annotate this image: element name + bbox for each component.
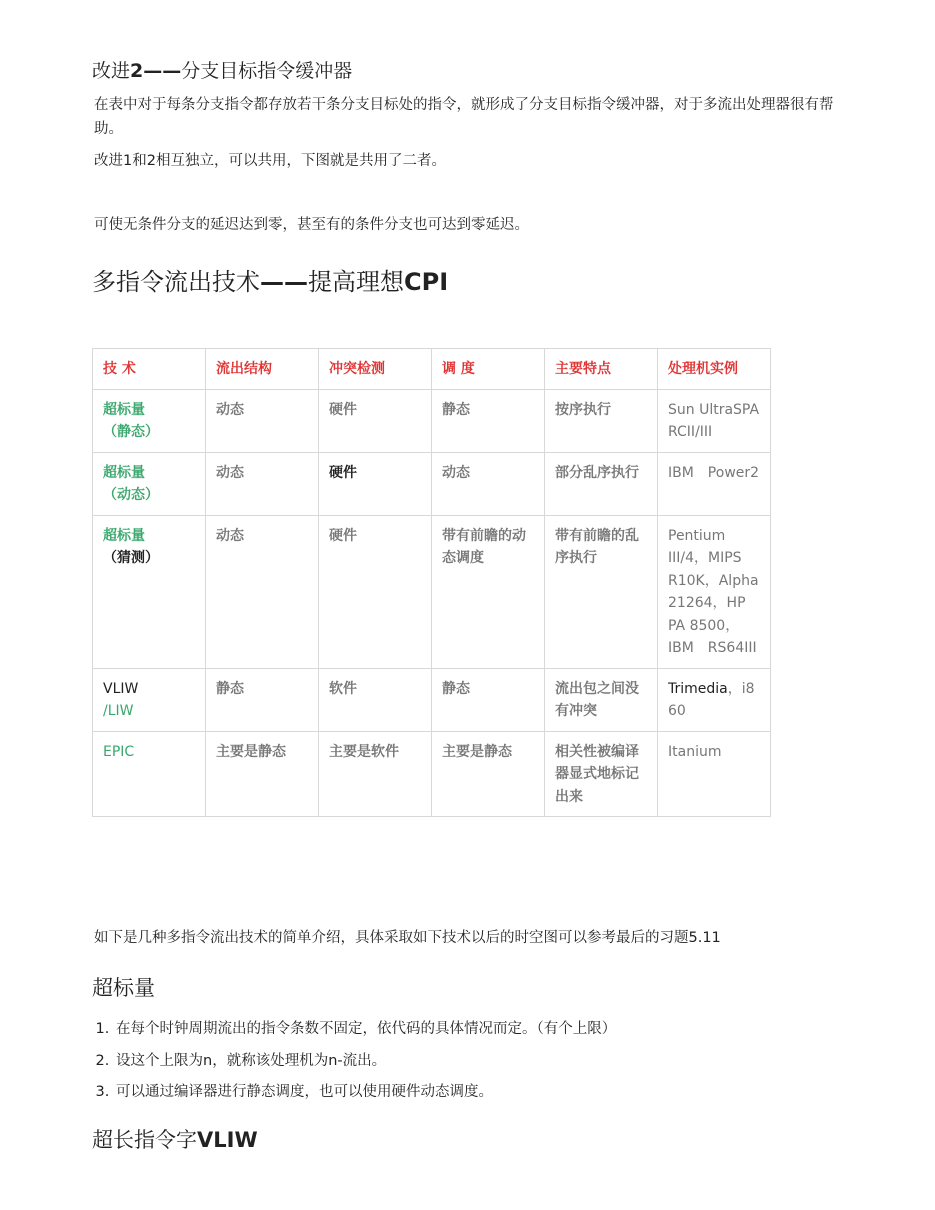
- table-cell: 硬件: [319, 515, 432, 668]
- table-cell: 带有前瞻的动态调度: [432, 515, 545, 668]
- table-cell-example: Trimedia，i860: [658, 668, 771, 731]
- table-header-cell: 主要特点: [545, 349, 658, 390]
- heading-branch-target-buffer: 改进2——分支目标指令缓冲器: [92, 60, 353, 82]
- table-cell-example: Pentium III/4，MIPS R10K，Alpha 21264，HP PA 8500，IBM RS64III: [658, 515, 771, 668]
- table-header-cell: 技 术: [93, 349, 206, 390]
- heading-superscalar: 超标量: [92, 976, 155, 1000]
- paragraph-btb-description: 在表中对于每条分支指令都存放若干条分支目标处的指令，就形成了分支目标指令缓冲器，对于多流出处理器很有帮助。: [94, 97, 834, 137]
- table-cell: 软件: [319, 668, 432, 731]
- table-cell-example: Sun UltraSPARCII/III: [658, 389, 771, 452]
- paragraph-after-table: 如下是几种多指令流出技术的简单介绍，具体采取如下技术以后的时空图可以参考最后的习题5.11: [94, 930, 721, 946]
- table-cell: 主要是静态: [432, 731, 545, 817]
- table-row: [93, 452, 771, 515]
- table-cell-tech: 超标量 （动态）: [93, 452, 206, 515]
- table-cell-example: Itanium: [658, 731, 771, 817]
- table-cell: 主要是软件: [319, 731, 432, 817]
- table-cell: 流出包之间没有冲突: [545, 668, 658, 731]
- table-cell: 动态: [206, 515, 319, 668]
- table-header-cell: 流出结构: [206, 349, 319, 390]
- table-header-cell: 冲突检测: [319, 349, 432, 390]
- table-cell: 带有前瞻的乱序执行: [545, 515, 658, 668]
- table-header-row: [93, 349, 771, 390]
- table-cell-tech: 超标量 （猜测）: [93, 515, 206, 668]
- table-row: [93, 668, 771, 731]
- paragraph-zero-delay: 可使无条件分支的延迟达到零，甚至有的条件分支也可达到零延迟。: [94, 217, 529, 233]
- table-cell: 硬件: [319, 452, 432, 515]
- table-cell-example: IBM Power2: [658, 452, 771, 515]
- table-cell: 硬件: [319, 389, 432, 452]
- table-cell: 部分乱序执行: [545, 452, 658, 515]
- table-cell: 动态: [432, 452, 545, 515]
- table-cell: 静态: [432, 389, 545, 452]
- table-cell: 按序执行: [545, 389, 658, 452]
- table-cell: 动态: [206, 452, 319, 515]
- table-cell: 主要是静态: [206, 731, 319, 817]
- table-cell: 动态: [206, 389, 319, 452]
- table-cell-tech: VLIW /LIW: [93, 668, 206, 731]
- heading-vliw: 超长指令字VLIW: [92, 1128, 258, 1152]
- list-item: 1. 在每个时钟周期流出的指令条数不固定，依代码的具体情况而定。（有个上限）: [114, 1014, 616, 1046]
- heading-multiple-issue: 多指令流出技术——提高理想CPI: [92, 268, 449, 296]
- superscalar-list: [92, 1014, 616, 1109]
- list-item: 3. 可以通过编译器进行静态调度，也可以使用硬件动态调度。: [114, 1077, 616, 1109]
- table-cell: 相关性被编译器显式地标记出来: [545, 731, 658, 817]
- table-cell-tech: 超标量 （静态）: [93, 389, 206, 452]
- table-cell: 静态: [432, 668, 545, 731]
- table-cell-tech: EPIC: [93, 731, 206, 817]
- table-row: [93, 515, 771, 668]
- multiple-issue-table: [92, 348, 771, 817]
- table-row: [93, 731, 771, 817]
- table-cell: 静态: [206, 668, 319, 731]
- table-header-cell: 处理机实例: [658, 349, 771, 390]
- list-item: 2. 设这个上限为n，就称该处理机为n-流出。: [114, 1046, 616, 1078]
- paragraph-shared-improvements: 改进1和2相互独立，可以共用，下图就是共用了二者。: [94, 153, 446, 169]
- table-row: [93, 389, 771, 452]
- table-header-cell: 调 度: [432, 349, 545, 390]
